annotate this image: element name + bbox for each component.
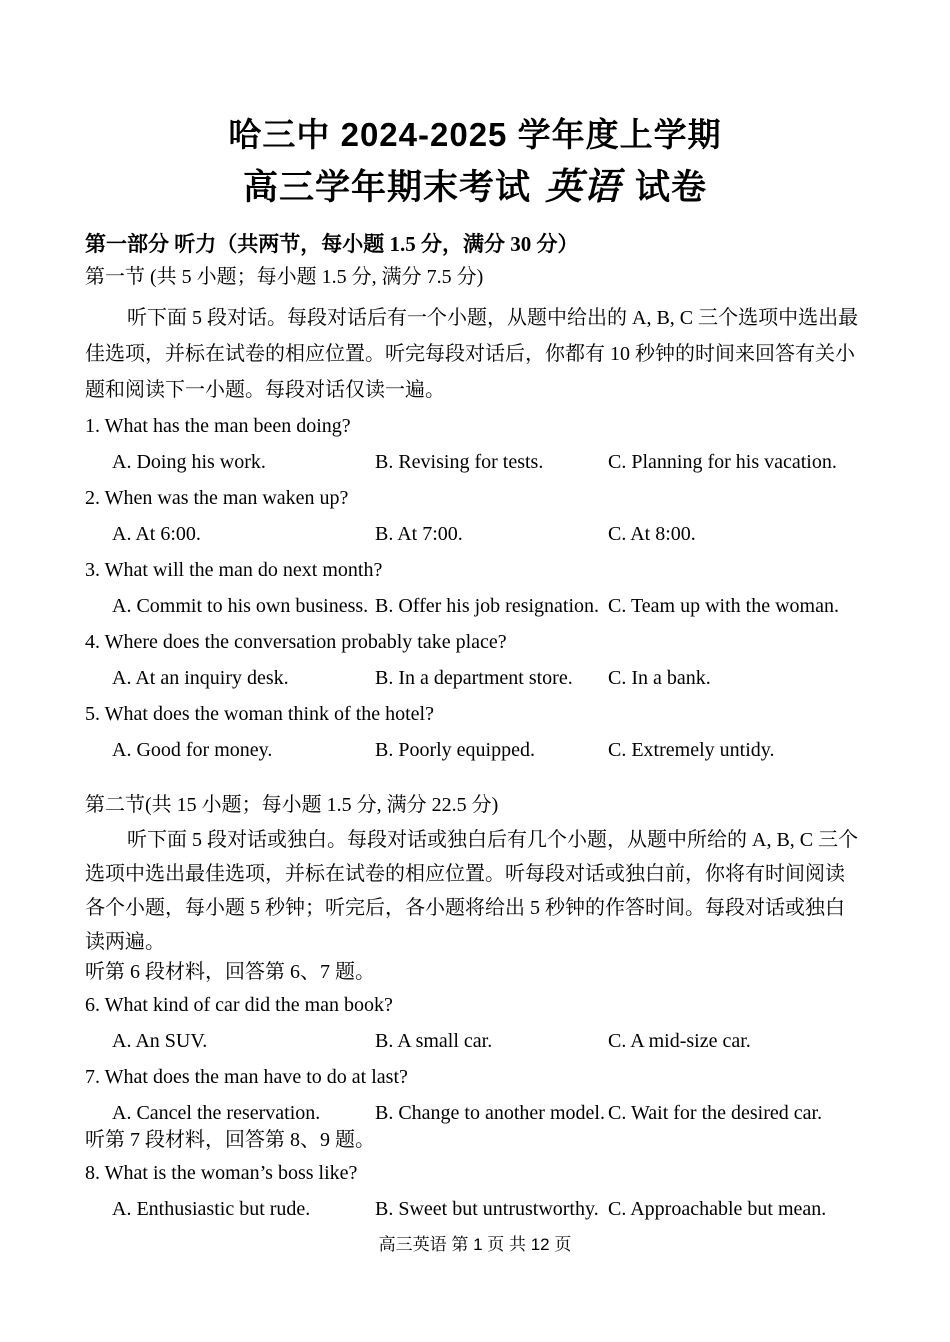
exam-title-line2	[85, 164, 865, 212]
question-2-option-b: B. At 7:00.	[375, 523, 463, 545]
section2-instruction-line: 各个小题，每小题 5 秒钟；听完后，各小题将给出 5 秒钟的作答时间。每段对话或独白	[85, 897, 845, 919]
question-7-option-b: B. Change to another model.	[375, 1102, 605, 1124]
question-5: 5. What does the woman think of the hotel?	[85, 703, 434, 725]
section1-instruction-line: 题和阅读下一小题。每段对话仅读一遍。	[85, 379, 445, 401]
question-6-option-c: C. A mid-size car.	[608, 1030, 751, 1052]
question-5-option-b: B. Poorly equipped.	[375, 739, 535, 761]
question-2-option-c: C. At 8:00.	[608, 523, 696, 545]
question-3-option-c: C. Team up with the woman.	[608, 595, 839, 617]
page-content	[0, 112, 950, 1257]
section1-instruction-line: 佳选项，并标在试卷的相应位置。听完每段对话后，你都有 10 秒钟的时间来回答有关小	[85, 343, 855, 365]
section2-instruction-line: 读两遍。	[85, 931, 165, 953]
question-2-option-a: A. At 6:00.	[112, 523, 201, 545]
question-1-options	[85, 444, 865, 480]
section1-heading: 第一节 (共 5 小题；每小题 1.5 分, 满分 7.5 分)	[85, 266, 484, 288]
question-7-option-c: C. Wait for the desired car.	[608, 1102, 823, 1124]
material-7-note: 听第 7 段材料，回答第 8、9 题。	[85, 1129, 375, 1151]
question-4: 4. Where does the conversation probably take place?	[85, 631, 507, 653]
section2-questions-6-7	[85, 987, 865, 1131]
question-8-option-c: C. Approachable but mean.	[608, 1198, 827, 1220]
section2-heading: 第二节(共 15 小题；每小题 1.5 分, 满分 22.5 分)	[85, 794, 499, 816]
part1-heading: 第一部分 听力（共两节，每小题 1.5 分，满分 30 分）	[85, 232, 579, 256]
question-5-option-a: A. Good for money.	[112, 739, 273, 761]
question-8: 8. What is the woman’s boss like?	[85, 1162, 358, 1184]
question-5-option-c: C. Extremely untidy.	[608, 739, 775, 761]
question-3-option-a: A. Commit to his own business.	[112, 595, 369, 617]
question-3: 3. What will the man do next month?	[85, 559, 383, 581]
exam-title-line2-suffix: 试卷	[635, 168, 708, 207]
question-3-options	[85, 588, 865, 624]
material-6-note: 听第 6 段材料，回答第 6、7 题。	[85, 961, 375, 983]
question-1-option-a: A. Doing his work.	[112, 451, 266, 473]
section2-question-8	[85, 1155, 865, 1227]
question-7-option-a: A. Cancel the reservation.	[112, 1102, 321, 1124]
question-4-option-b: B. In a department store.	[375, 667, 573, 689]
question-3-option-b: B. Offer his job resignation.	[375, 595, 600, 617]
section1-questions	[85, 408, 865, 768]
question-2: 2. When was the man waken up?	[85, 487, 349, 509]
question-6-option-a: A. An SUV.	[112, 1030, 208, 1052]
question-6-options	[85, 1023, 865, 1059]
exam-title-line2-prefix: 高三学年期末考试	[242, 168, 531, 207]
question-7: 7. What does the man have to do at last?	[85, 1066, 408, 1088]
exam-subject-name: 英语	[545, 167, 621, 208]
question-8-options	[85, 1191, 865, 1227]
question-1-option-b: B. Revising for tests.	[375, 451, 544, 473]
question-8-option-a: A. Enthusiastic but rude.	[112, 1198, 311, 1220]
section2-instruction-line: 选项中选出最佳选项，并标在试卷的相应位置。听每段对话或独白前，你将有时间阅读	[85, 863, 845, 885]
question-5-options	[85, 732, 865, 768]
section2-instruction-line: 听下面 5 段对话或独白。每段对话或独白后有几个小题，从题中所给的 A, B, C 三个	[127, 829, 859, 851]
page-footer: 高三英语 第 1 页 共 12 页	[378, 1235, 572, 1254]
section2-instructions	[85, 823, 865, 959]
question-6-option-b: B. A small car.	[375, 1030, 493, 1052]
section1-instructions	[85, 300, 865, 408]
question-4-options	[85, 660, 865, 696]
question-6: 6. What kind of car did the man book?	[85, 994, 393, 1016]
question-8-option-b: B. Sweet but untrustworthy.	[375, 1198, 599, 1220]
question-4-option-c: C. In a bank.	[608, 667, 711, 689]
question-2-options	[85, 516, 865, 552]
section1-instruction-line: 听下面 5 段对话。每段对话后有一个小题，从题中给出的 A, B, C 三个选项中选出最	[127, 307, 859, 329]
question-1: 1. What has the man been doing?	[85, 415, 351, 437]
question-4-option-a: A. At an inquiry desk.	[112, 667, 289, 689]
exam-title-line1: 哈三中 2024-2025 学年度上学期	[228, 116, 722, 153]
question-1-option-c: C. Planning for his vacation.	[608, 451, 837, 473]
